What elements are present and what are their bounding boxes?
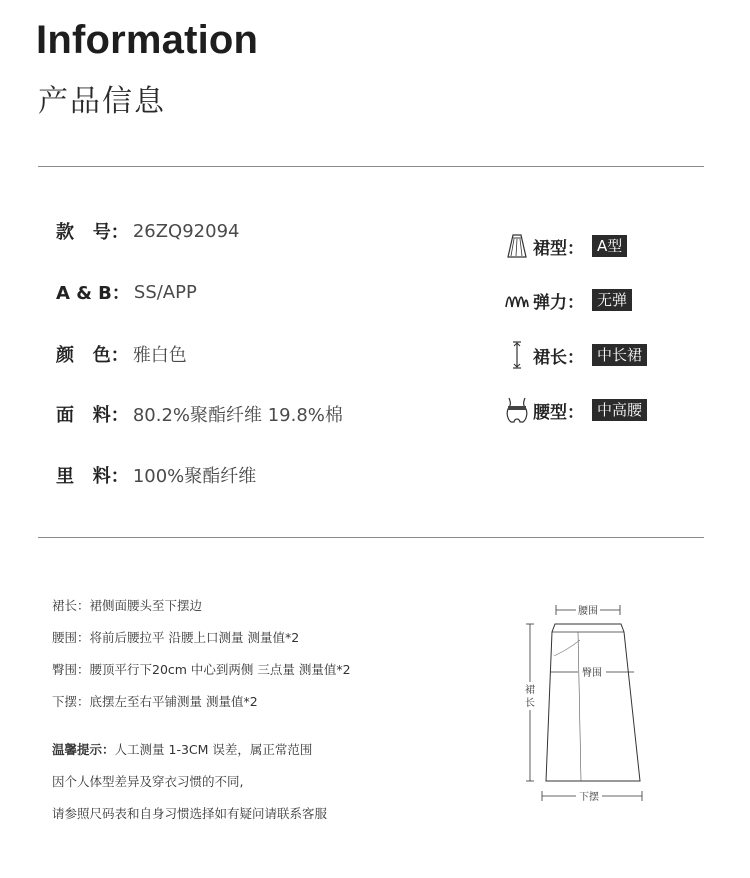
spec-value: 100%聚酯纤维 bbox=[132, 466, 257, 487]
spec-row-fabric bbox=[56, 400, 343, 428]
spec-label: 颜 色： bbox=[56, 345, 129, 366]
length-label-1: 裙 bbox=[525, 685, 535, 696]
attr-label: 腰型： bbox=[533, 402, 584, 423]
spec-value: 26ZQ92094 bbox=[132, 220, 240, 242]
elasticity-icon bbox=[505, 286, 529, 314]
spec-row-style-number bbox=[56, 217, 239, 245]
spec-row-color bbox=[56, 340, 187, 368]
hem-label: 下摆 bbox=[579, 792, 599, 803]
spec-label: A & B： bbox=[56, 283, 130, 304]
tips-line-1 bbox=[52, 740, 312, 758]
measure-note-length: 裙长：裙侧面腰头至下摆边 bbox=[52, 598, 203, 613]
skirt-icon bbox=[505, 232, 529, 260]
spec-label: 里 料： bbox=[56, 466, 129, 487]
title-english: Information bbox=[36, 18, 259, 62]
spec-value: 雅白色 bbox=[132, 345, 187, 366]
attr-label: 裙长： bbox=[533, 347, 584, 368]
attr-row-elasticity bbox=[505, 285, 632, 315]
attr-label: 弹力： bbox=[533, 292, 584, 313]
spec-label: 面 料： bbox=[56, 405, 129, 426]
attr-label: 裙型： bbox=[533, 238, 584, 259]
spec-label: 款 号： bbox=[56, 222, 129, 243]
attr-badge: 中高腰 bbox=[592, 399, 647, 421]
tips-line-3: 请参照尺码表和自身习惯选择如有疑问请联系客服 bbox=[52, 806, 328, 821]
attr-row-waist-type bbox=[505, 395, 647, 425]
spec-value: 80.2%聚酯纤维 19.8%棉 bbox=[132, 405, 343, 426]
spec-row-size bbox=[56, 278, 197, 306]
attr-badge: 中长裙 bbox=[592, 344, 647, 366]
spec-row-lining bbox=[56, 461, 256, 489]
length-icon bbox=[505, 341, 529, 369]
measure-note-waist: 腰围：将前后腰拉平 沿腰上口测量 测量值*2 bbox=[52, 630, 300, 645]
divider-top bbox=[38, 166, 704, 167]
tips-label: 温馨提示： bbox=[52, 742, 115, 757]
divider-middle bbox=[38, 537, 704, 538]
title-chinese: 产品信息 bbox=[38, 84, 166, 119]
tips-line-2: 因个人体型差异及穿衣习惯的不同, bbox=[52, 774, 244, 789]
waist-label: 腰围 bbox=[578, 606, 598, 617]
attr-row-skirt-type bbox=[505, 231, 627, 261]
attr-row-skirt-length bbox=[505, 340, 647, 370]
skirt-measurement-diagram bbox=[518, 596, 648, 808]
measure-note-hip: 臀围：腰顶平行下20cm 中心到两侧 三点量 测量值*2 bbox=[52, 662, 351, 677]
measure-note-hem: 下摆：底摆左至右平铺测量 测量值*2 bbox=[52, 694, 258, 709]
waist-icon bbox=[505, 396, 529, 424]
spec-value: SS/APP bbox=[133, 281, 197, 303]
hip-label: 臀围 bbox=[582, 668, 602, 679]
attr-badge: 无弹 bbox=[592, 289, 632, 311]
tips-text: 人工测量 1-3CM 误差，属正常范围 bbox=[114, 742, 313, 757]
length-label-2: 长 bbox=[525, 698, 535, 709]
attr-badge: A型 bbox=[592, 235, 627, 257]
